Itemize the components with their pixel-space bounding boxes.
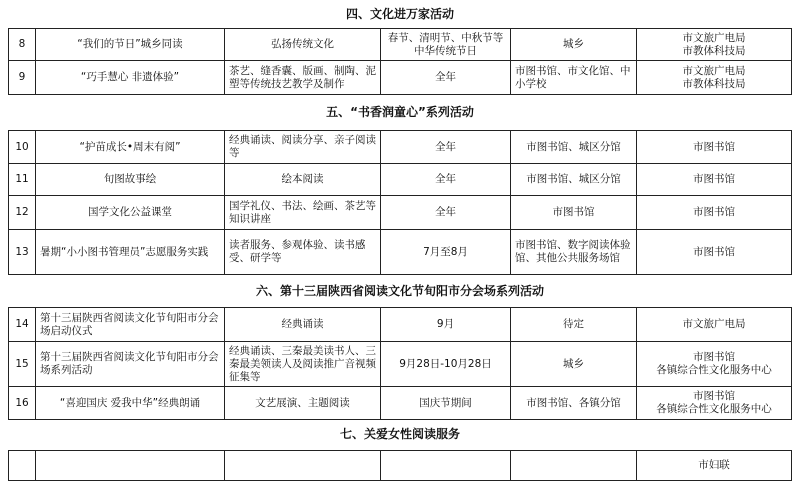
activity-time [381,451,511,481]
row-number: 16 [9,387,36,420]
activity-content: 读者服务、参观体验、读书感受、研学等 [225,230,381,275]
row-number: 14 [9,308,36,342]
activity-content: 文艺展演、主题阅读 [225,387,381,420]
activity-table-section-5 [8,130,792,275]
table-row [9,131,792,164]
activity-organizer: 市妇联 [637,451,792,481]
table-row [9,61,792,95]
activity-content: 弘扬传统文化 [225,29,381,61]
table-row [9,387,792,420]
activity-name: “我们的节日”城乡同读 [36,29,225,61]
activity-place: 城乡 [511,29,637,61]
table-row [9,451,792,481]
table-row [9,196,792,230]
activity-place: 市图书馆、数字阅读体验馆、其他公共服务场馆 [511,230,637,275]
activity-table-section-4 [8,28,792,95]
activity-organizer: 市文旅广电局 市教体科技局 [637,61,792,95]
activity-organizer: 市图书馆 [637,196,792,230]
section-title-6: 六、第十三届陕西省阅读文化节旬阳市分会场系列活动 [255,284,544,298]
activity-place: 市图书馆、各镇分馆 [511,387,637,420]
activity-time: 全年 [381,131,511,164]
table-row [9,29,792,61]
activity-name: 第十三届陕西省阅读文化节旬阳市分会场启动仪式 [36,308,225,342]
activity-name: “护苗成长•周末有阅” [36,131,225,164]
section-title-7: 七、关爱女性阅读服务 [339,427,460,441]
activity-content: 国学礼仪、书法、绘画、茶艺等知识讲座 [225,196,381,230]
row-number: 12 [9,196,36,230]
activity-name [36,451,225,481]
activity-name: 暑期“小小图书管理员”志愿服务实践 [36,230,225,275]
activity-table-section-6 [8,307,792,420]
row-number: 10 [9,131,36,164]
row-number: 11 [9,164,36,196]
activity-name: “巧手慧心 非遗体验” [36,61,225,95]
activity-time: 9月28日-10月28日 [381,342,511,387]
activity-name: 旬图故事绘 [36,164,225,196]
activity-organizer: 市图书馆 [637,131,792,164]
activity-time: 全年 [381,164,511,196]
activity-time: 全年 [381,61,511,95]
activity-place [511,451,637,481]
activity-content: 茶艺、缝香囊、版画、制陶、泥塑等传统技艺教学及制作 [225,61,381,95]
activity-time: 春节、清明节、中秋节等中华传统节日 [381,29,511,61]
activity-content: 经典诵读 [225,308,381,342]
activity-place: 市图书馆、市文化馆、中小学校 [511,61,637,95]
table-row [9,308,792,342]
activity-name: 第十三届陕西省阅读文化节旬阳市分会场系列活动 [36,342,225,387]
activity-content: 经典诵读、阅读分享、亲子阅读等 [225,131,381,164]
section-title-4: 四、文化进万家活动 [345,7,454,21]
row-number: 13 [9,230,36,275]
row-number: 8 [9,29,36,61]
activity-content: 绘本阅读 [225,164,381,196]
activity-place: 市图书馆 [511,196,637,230]
activity-table-section-7 [8,450,792,481]
activity-time: 7月至8月 [381,230,511,275]
activity-content: 经典诵读、三秦最美读书人、三秦最美领读人及阅读推广音视频征集等 [225,342,381,387]
activity-organizer: 市图书馆 各镇综合性文化服务中心 [637,342,792,387]
activity-time: 全年 [381,196,511,230]
activity-name: “喜迎国庆 爱我中华”经典朗诵 [36,387,225,420]
section-title-5: 五、“书香润童心”系列活动 [326,105,474,119]
activity-organizer: 市图书馆 [637,230,792,275]
row-number [9,451,36,481]
activity-organizer: 市文旅广电局 [637,308,792,342]
table-row [9,230,792,275]
activity-time: 国庆节期间 [381,387,511,420]
activity-place: 市图书馆、城区分馆 [511,131,637,164]
table-row [9,164,792,196]
row-number: 15 [9,342,36,387]
activity-place: 城乡 [511,342,637,387]
table-row [9,342,792,387]
activity-organizer: 市图书馆 [637,164,792,196]
row-number: 9 [9,61,36,95]
activity-content [225,451,381,481]
activity-place: 市图书馆、城区分馆 [511,164,637,196]
activity-place: 待定 [511,308,637,342]
activity-organizer: 市文旅广电局 市教体科技局 [637,29,792,61]
activity-name: 国学文化公益课堂 [36,196,225,230]
activity-time: 9月 [381,308,511,342]
activity-organizer: 市图书馆 各镇综合性文化服务中心 [637,387,792,420]
